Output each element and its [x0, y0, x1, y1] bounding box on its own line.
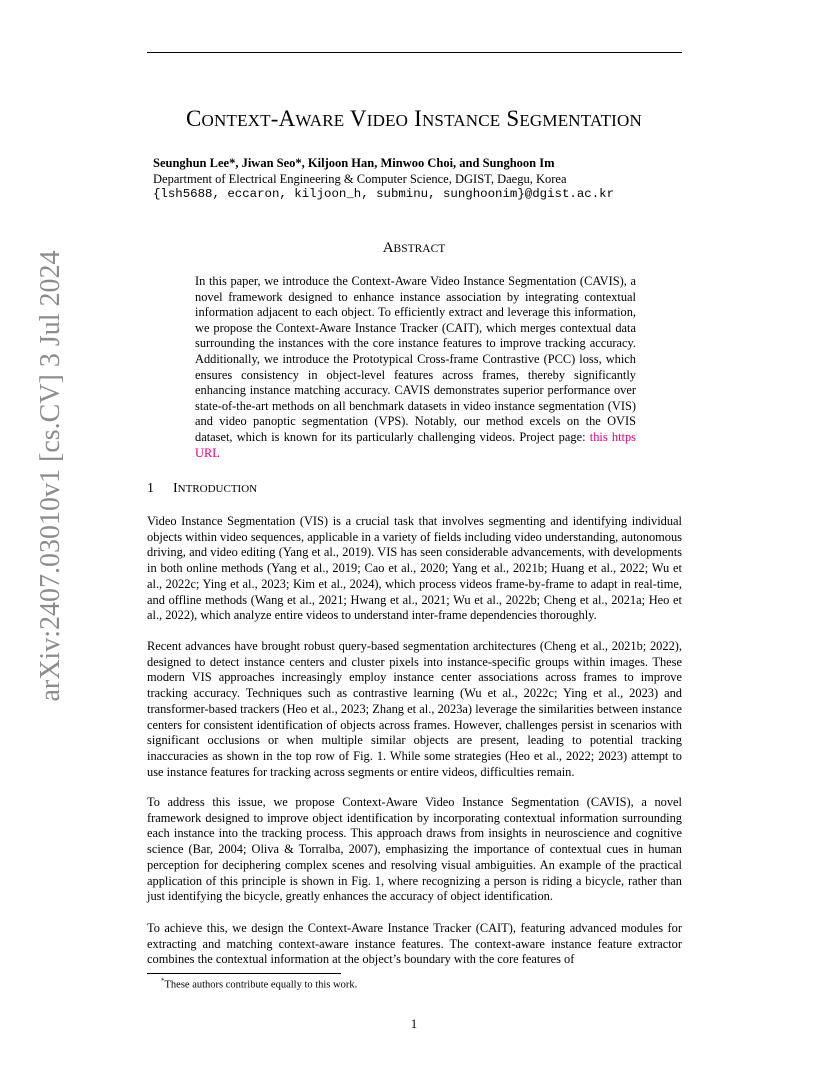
footnote-rule: [147, 973, 341, 974]
intro-paragraph-3: To address this issue, we propose Context-Aware Video Instance Segmentation (CAVIS), a novel framework designed to improve object identification by incorporating contextual information surrounding each instance into the tracking process. This approach draws from insights in neuroscience and cognitive science (Bar, 2004; Oliva & Torralba, 2007), emphasizing the importance of contextual cues in human perception for deciphering complex scenes and resolving visual ambiguities. An example of the practical application of this principle is shown in Fig. 1, where recognizing a person is riding a bicycle, rather than just identifying the bicycle, greatly enhances the accuracy of object identification.: [147, 795, 682, 904]
section-heading-introduction: 1 INTRODUCTION: [147, 481, 258, 496]
author-block: [153, 156, 614, 203]
page-number: 1: [410, 1017, 418, 1031]
paper-title: CONTEXT-AWARE VIDEO INSTANCE SEGMENTATION: [186, 106, 642, 131]
footnote: *These authors contribute equally to this work.: [161, 977, 358, 991]
header-rule: [147, 52, 682, 53]
affiliation: Department of Electrical Engineering & Computer Science, DGIST, Daegu, Korea: [153, 171, 567, 186]
arxiv-stamp: arXiv:2407.03010v1 [cs.CV] 3 Jul 2024: [35, 250, 66, 702]
abstract-text: In this paper, we introduce the Context-Aware Video Instance Segmentation (CAVIS), a novel framework designed to enhance instance association by integrating contextual information adjacent to each object. To efficiently extract and leverage this information, we propose the Context-Aware Instance Tracker (CAIT), which merges contextual data surrounding the instances with the core instance features to improve tracking accuracy. Additionally, we introduce the Prototypical Cross-frame Contrastive (PCC) loss, which ensures consistency in object-level features across frames, thereby significantly enhancing instance matching accuracy. CAVIS demonstrates superior performance over state-of-the-art methods on all benchmark datasets in video instance segmentation (VIS) and video panoptic segmentation (VPS). Notably, our method excels on the OVIS dataset, which is known for its particularly challenging videos. Project page: this https URL: [195, 274, 636, 460]
intro-paragraph-2: Recent advances have brought robust query-based segmentation architectures (Cheng et al., 2021b; 2022), designed to detect instance centers and cluster pixels into instance-specific groups within images. These modern VIS approaches increasingly employ instance center associations across frames to improve tracking accuracy. Techniques such as contrastive learning (Wu et al., 2022c; Ying et al., 2023) and transformer-based trackers (Heo et al., 2023; Zhang et al., 2023a) leverage the similarities between instance centers for consistent identification of objects across frames. However, challenges persist in scenarios with significant occlusions or when multiple similar objects are present, leading to potential tracking inaccuracies as shown in the top row of Fig. 1. While some strategies (Heo et al., 2022; 2023) attempt to use instance features for tracking across segments or entire videos, difficulties remain.: [147, 639, 682, 779]
author-names: Seunghun Lee*, Jiwan Seo*, Kiljoon Han, Minwoo Choi, and Sunghoon Im: [153, 156, 555, 170]
author-emails: {lsh5688, eccaron, kiljoon_h, subminu, sunghoonim}@dgist.ac.kr: [153, 187, 615, 201]
project-page-link[interactable]: this https URL: [195, 429, 636, 460]
abstract-heading: ABSTRACT: [382, 240, 446, 256]
intro-paragraph-4: To achieve this, we design the Context-Aware Instance Tracker (CAIT), featuring advanced modules for extracting and matching context-aware instance features. The context-aware instance feature extractor combines the contextual information at the object’s boundary with the core features of: [147, 921, 682, 967]
intro-paragraph-1: Video Instance Segmentation (VIS) is a crucial task that involves segmenting and identifying individual objects within video sequences, applicable in a variety of fields including video understanding, autonomous driving, and video editing (Yang et al., 2019). VIS has seen considerable advancements, with developments in both online methods (Yang et al., 2019; Cao et al., 2020; Yang et al., 2021b; Huang et al., 2022; Wu et al., 2022c; Ying et al., 2023; Kim et al., 2024), which process videos frame-by-frame to adapt in real-time, and offline methods (Wang et al., 2021; Hwang et al., 2021; Wu et al., 2022b; Cheng et al., 2021a; Heo et al., 2022), which analyze entire videos to understand inter-frame dependencies thoroughly.: [147, 514, 682, 623]
